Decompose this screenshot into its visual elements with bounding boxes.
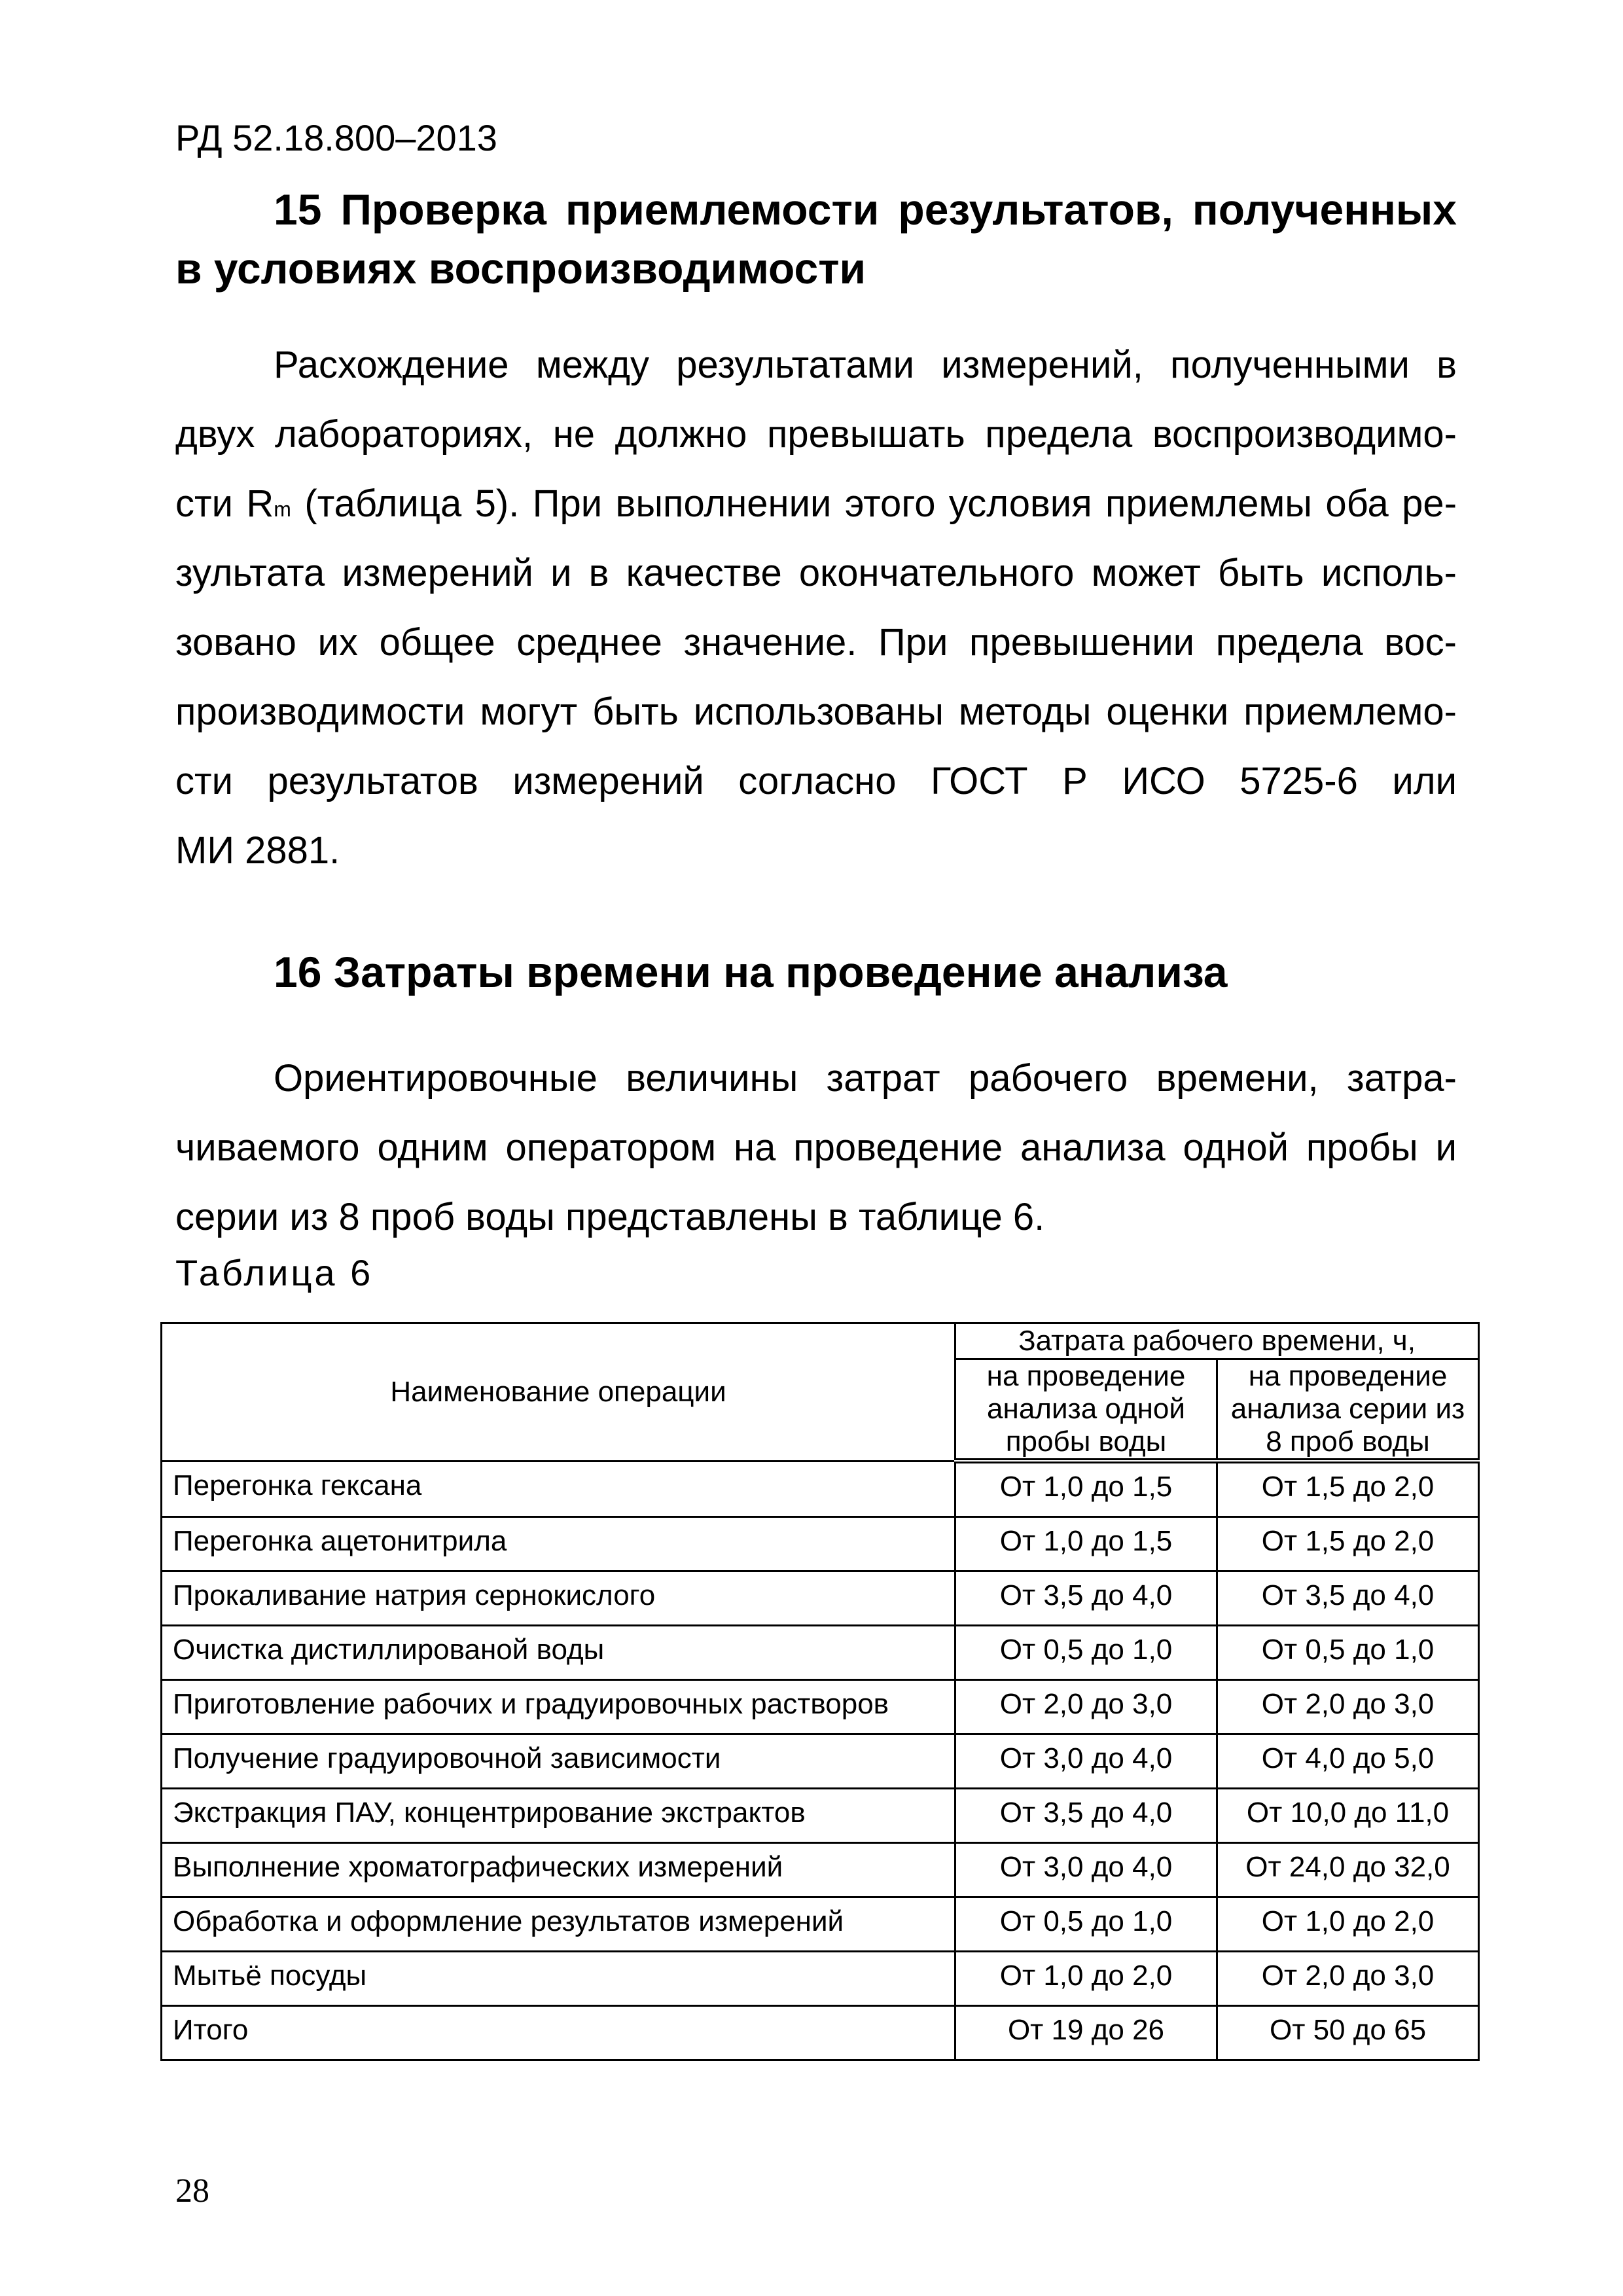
table-row xyxy=(162,1517,1479,1571)
paragraph-line: МИ 2881. xyxy=(175,829,340,872)
series-time-cell: От 1,0 до 2,0 xyxy=(1217,1897,1479,1952)
table-row xyxy=(162,1843,1479,1897)
series-time-cell: От 4,0 до 5,0 xyxy=(1217,1734,1479,1789)
operation-name-cell: Перегонка ацетонитрила xyxy=(162,1517,955,1571)
operation-name-cell: Приготовление рабочих и градуировочных растворов xyxy=(162,1680,955,1734)
single-sample-time-cell: От 3,5 до 4,0 xyxy=(955,1571,1217,1626)
section-15-title-line-1: 15 Проверка приемлемости результатов, полученных xyxy=(274,185,1457,234)
paragraph-line-start: сти R xyxy=(175,482,274,525)
series-time-cell: От 50 до 65 xyxy=(1217,2006,1479,2060)
series-time-cell: От 10,0 до 11,0 xyxy=(1217,1789,1479,1843)
operation-name-cell: Экстракция ПАУ, концентрирование экстрактов xyxy=(162,1789,955,1843)
single-sample-time-cell: От 3,0 до 4,0 xyxy=(955,1734,1217,1789)
single-sample-time-cell: От 0,5 до 1,0 xyxy=(955,1897,1217,1952)
table-caption: Таблица 6 xyxy=(175,1252,374,1293)
paragraph-line: зультата измерений и в качестве окончательного может быть исполь- xyxy=(175,552,1457,594)
operation-name-cell: Очистка дистиллированой воды xyxy=(162,1626,955,1680)
header-operation-name: Наименование операции xyxy=(162,1323,955,1462)
table-row xyxy=(162,1734,1479,1789)
single-sample-time-cell: От 1,0 до 1,5 xyxy=(955,1517,1217,1571)
operation-name-cell: Выполнение хроматографических измерений xyxy=(162,1843,955,1897)
section-15-title-line-2: в условиях воспроизводимости xyxy=(175,244,866,293)
table-row xyxy=(162,1626,1479,1680)
page-number: 28 xyxy=(175,2172,209,2210)
series-time-cell: От 3,5 до 4,0 xyxy=(1217,1571,1479,1626)
series-time-cell: От 0,5 до 1,0 xyxy=(1217,1626,1479,1680)
operations-time-table xyxy=(160,1322,1480,2061)
section-16-paragraph xyxy=(175,1044,1457,1252)
paragraph-line: Расхождение между результатами измерений, полученными в xyxy=(274,344,1457,386)
table-row xyxy=(162,1897,1479,1952)
operation-name-cell: Обработка и оформление результатов измерений xyxy=(162,1897,955,1952)
document-code: РД 52.18.800–2013 xyxy=(175,117,497,158)
table-row xyxy=(162,1789,1479,1843)
series-time-cell: От 1,5 до 2,0 xyxy=(1217,1517,1479,1571)
paragraph-line: сти результатов измерений согласно ГОСТ Р ИСО 5725-6 или xyxy=(175,760,1457,802)
subscript-m: m xyxy=(274,497,291,521)
section-15-paragraph xyxy=(175,331,1457,886)
paragraph-line: Ориентировочные величины затрат рабочего времени, затра- xyxy=(274,1057,1457,1100)
series-time-cell: От 24,0 до 32,0 xyxy=(1217,1843,1479,1897)
section-15-title xyxy=(175,180,1457,298)
operation-name-cell: Прокаливание натрия сернокислого xyxy=(162,1571,955,1626)
single-sample-time-cell: От 1,0 до 1,5 xyxy=(955,1461,1217,1517)
paragraph-line-rest: (таблица 5). При выполнении этого условия приемлемы оба ре- xyxy=(291,482,1457,525)
table-row xyxy=(162,2006,1479,2060)
section-16-title: 16 Затраты времени на проведение анализа xyxy=(274,948,1228,996)
single-sample-time-cell: От 3,5 до 4,0 xyxy=(955,1789,1217,1843)
single-sample-time-cell: От 3,0 до 4,0 xyxy=(955,1843,1217,1897)
header-single-sample: на проведение анализа одной пробы воды xyxy=(955,1359,1217,1462)
table-row xyxy=(162,1680,1479,1734)
paragraph-line: чиваемого одним оператором на проведение анализа одной пробы и xyxy=(175,1126,1457,1169)
single-sample-time-cell: От 0,5 до 1,0 xyxy=(955,1626,1217,1680)
single-sample-time-cell: От 19 до 26 xyxy=(955,2006,1217,2060)
table-row xyxy=(162,1461,1479,1517)
paragraph-line: зовано их общее среднее значение. При превышении предела вос- xyxy=(175,621,1457,664)
header-time-group: Затрата рабочего времени, ч, xyxy=(955,1323,1479,1359)
operation-name-cell: Перегонка гексана xyxy=(162,1461,955,1517)
paragraph-line xyxy=(175,469,1457,539)
paragraph-line: двух лабораториях, не должно превышать предела воспроизводимо- xyxy=(175,413,1457,456)
header-sample-series: на проведение анализа серии из 8 проб воды xyxy=(1217,1359,1479,1462)
operation-name-cell: Мытьё посуды xyxy=(162,1952,955,2006)
operation-name-cell: Итого xyxy=(162,2006,955,2060)
series-time-cell: От 2,0 до 3,0 xyxy=(1217,1952,1479,2006)
single-sample-time-cell: От 1,0 до 2,0 xyxy=(955,1952,1217,2006)
series-time-cell: От 2,0 до 3,0 xyxy=(1217,1680,1479,1734)
table-row xyxy=(162,1571,1479,1626)
operation-name-cell: Получение градуировочной зависимости xyxy=(162,1734,955,1789)
single-sample-time-cell: От 2,0 до 3,0 xyxy=(955,1680,1217,1734)
paragraph-line: производимости могут быть использованы методы оценки приемлемо- xyxy=(175,691,1457,733)
table-row xyxy=(162,1952,1479,2006)
paragraph-line: серии из 8 проб воды представлены в таблице 6. xyxy=(175,1196,1045,1238)
series-time-cell: От 1,5 до 2,0 xyxy=(1217,1461,1479,1517)
